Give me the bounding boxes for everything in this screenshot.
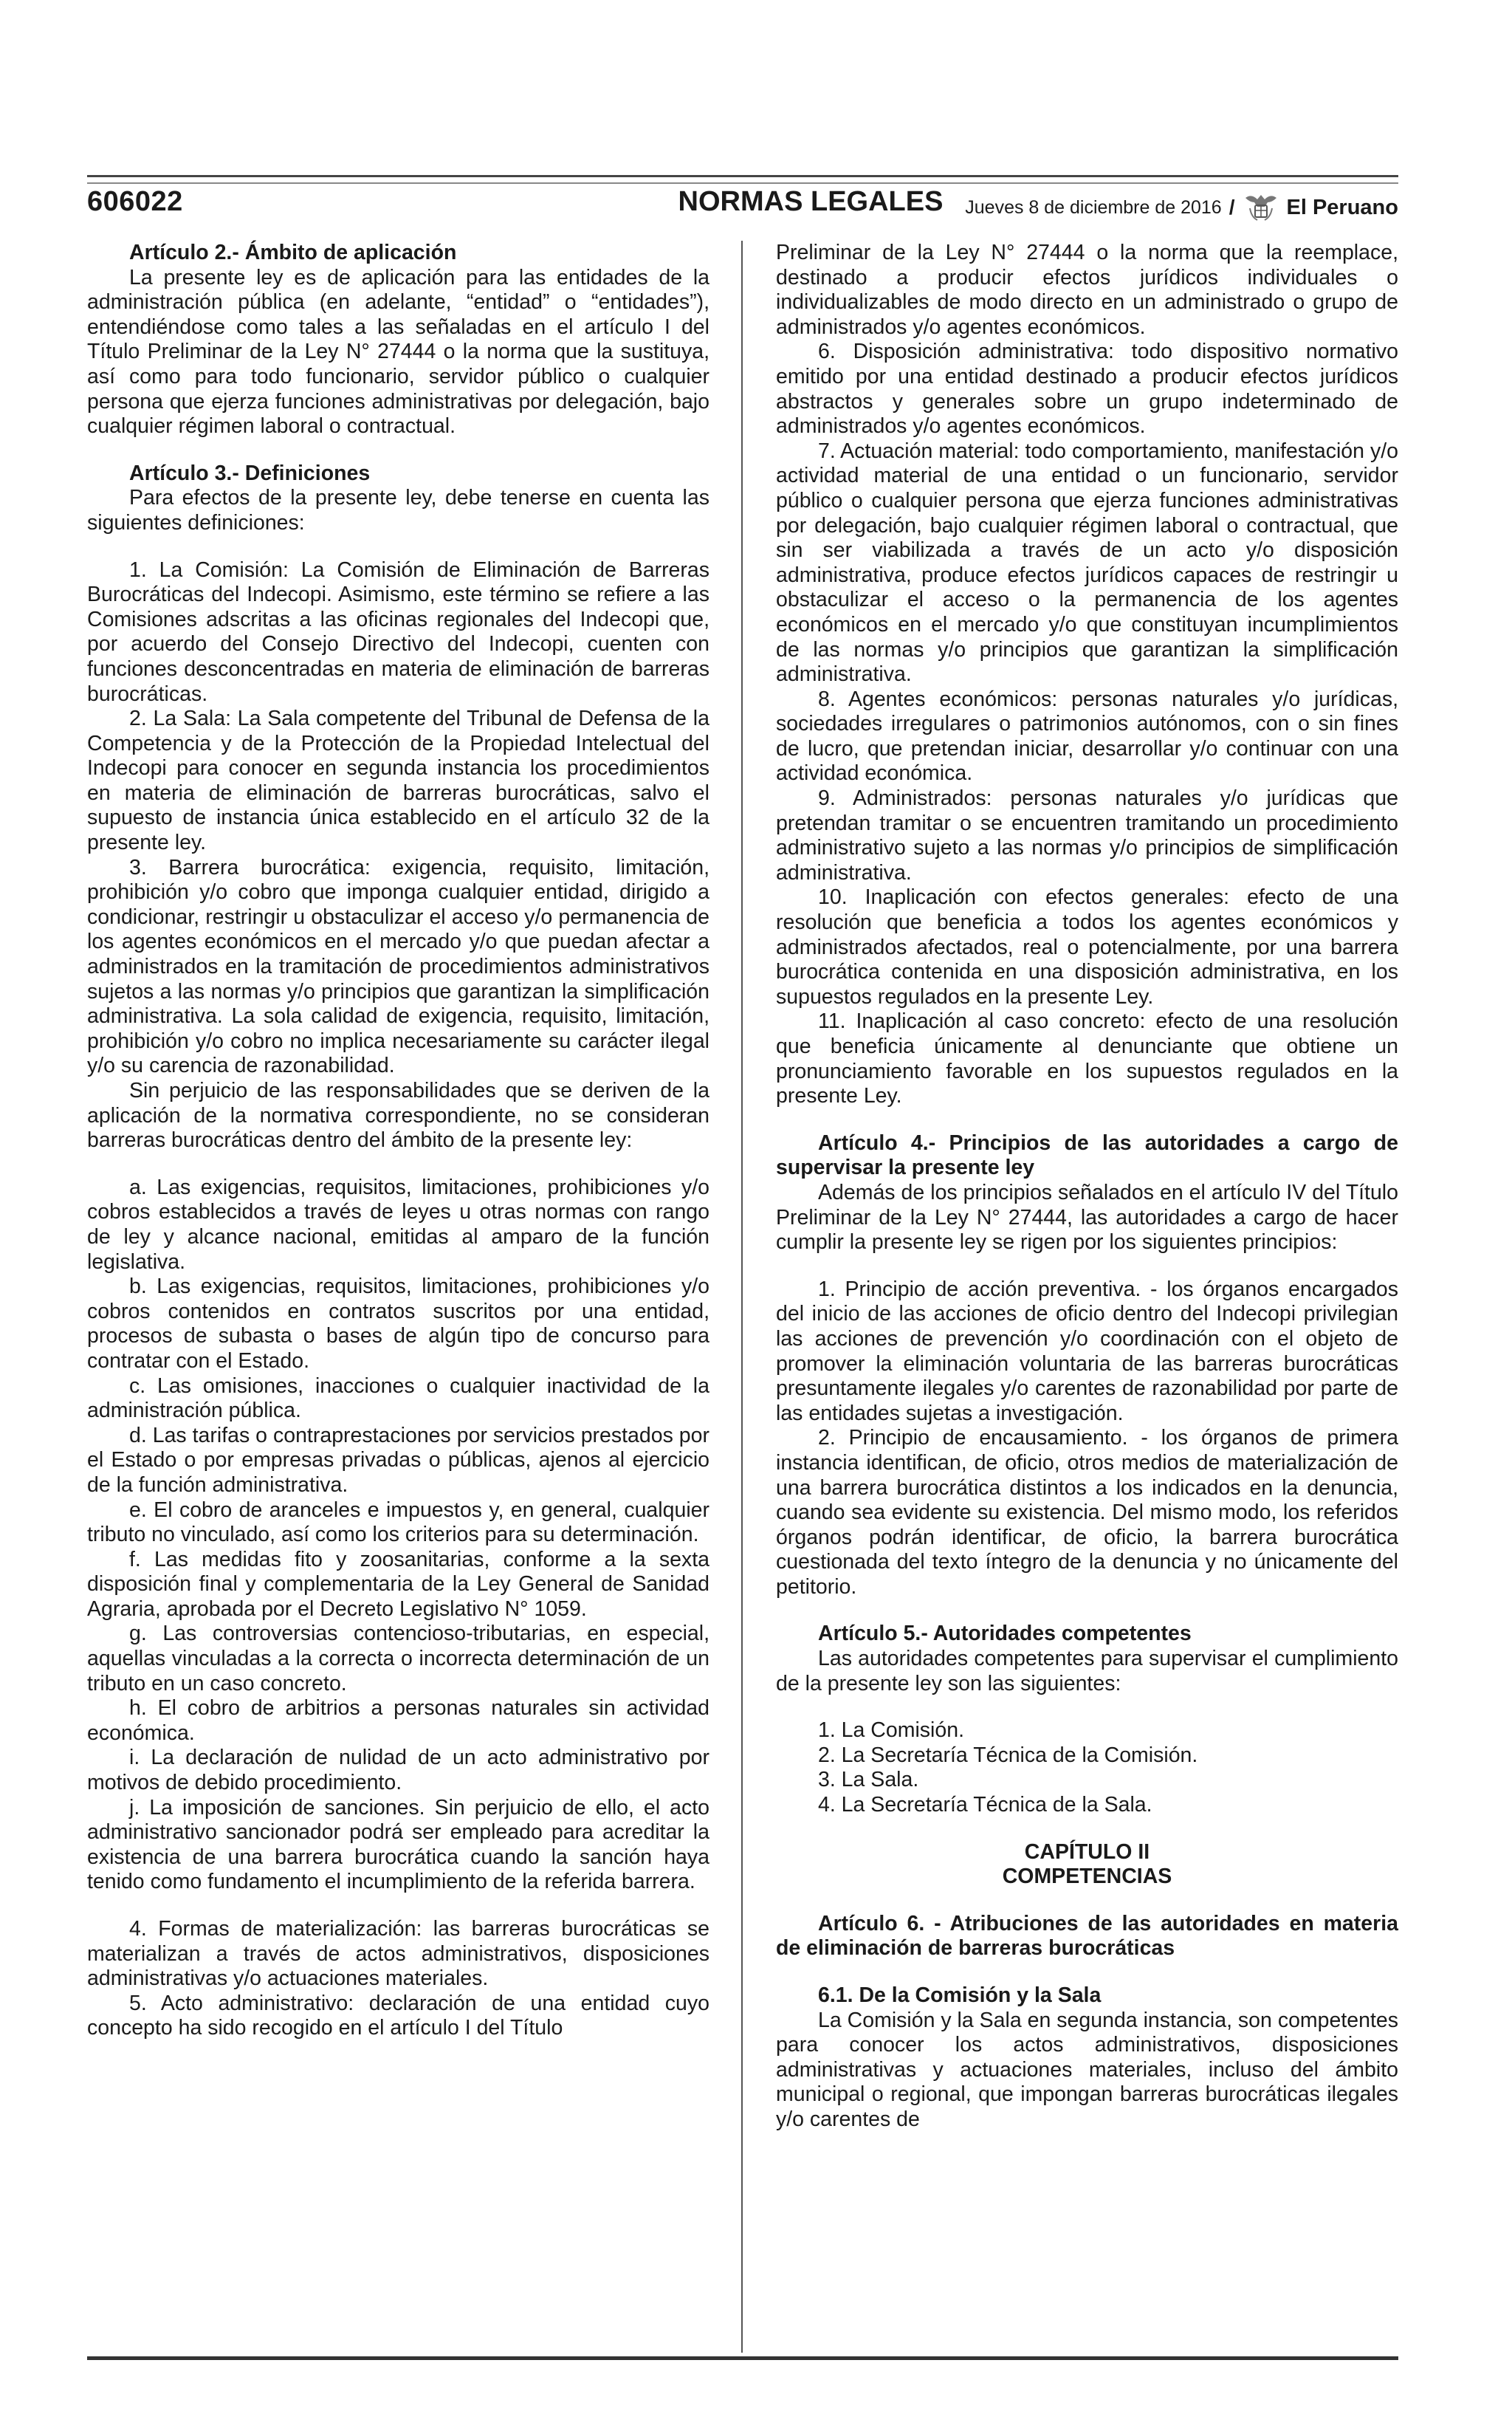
coat-of-arms-icon <box>1243 192 1279 223</box>
paragraph: 1. Principio de acción preventiva. - los órganos encargados del inicio de las acciones de oficio dentro del Indecopi privilegian las acciones de prevención y/o coordinación con el objeto de promover la eliminación voluntaria de las barreras burocráticas presuntamente ilegales y/o carentes de razonabilidad por parte de las entidades sujetas a investigación. <box>776 1277 1398 1425</box>
publication-date: Jueves 8 de diciembre de 2016 <box>965 196 1222 218</box>
paragraph: 10. Inaplicación con efectos generales: efecto de una resolución que beneficia a todos los agentes económicos y administrados afectados, real o potencialmente, por una barrera burocrática contenida en una disposición administrativa, en los supuestos regulados en la presente Ley. <box>776 885 1398 1009</box>
section-title: NORMAS LEGALES <box>678 186 944 217</box>
paragraph: j. La imposición de sanciones. Sin perjuicio de ello, el acto administrativo sancionador podrá ser empleado para acreditar la existencia de una barrera burocrática cuando la sanción haya tenido como fundamento el incumplimiento de la referida barrera. <box>87 1795 709 1894</box>
list-item: 4. La Secretaría Técnica de la Sala. <box>818 1793 1152 1817</box>
paragraph: e. El cobro de aranceles e impuestos y, en general, cualquier tributo no vinculado, así como los criterios para su determinación. <box>87 1498 709 1547</box>
article-heading: Artículo 4.- Principios de las autoridades a cargo de supervisar la presente ley <box>776 1131 1398 1180</box>
header-separator: / <box>1228 196 1235 219</box>
paragraph: La presente ley es de aplicación para las entidades de la administración pública (en adelante, “entidad” o “entidades”), entendiéndose como tales a las señaladas en el artículo I del Título Preliminar de la Ley N° 27444 o la norma que la sustituya, así como para todo funcionario, servidor público o cualquier persona que ejerza funciones administrativas por delegación, bajo cualquier régimen laboral o contractual. <box>87 265 709 439</box>
article-heading: Artículo 3.- Definiciones <box>129 461 371 485</box>
footer-rule <box>87 2356 1398 2360</box>
paragraph: c. Las omisiones, inacciones o cualquier inactividad de la administración pública. <box>87 1373 709 1423</box>
paragraph: 5. Acto administrativo: declaración de una entidad cuyo concepto ha sido recogido en el artículo I del Título <box>87 1991 709 2040</box>
paragraph: 8. Agentes económicos: personas naturales y/o jurídicas, sociedades irregulares o patrimonios autónomos, con o sin fines de lucro, que pretendan iniciar, desarrollar y/o continuar con una actividad económica. <box>776 687 1398 786</box>
paragraph: Preliminar de la Ley N° 27444 o la norma que la reemplace, destinado a producir efectos jurídicos individuales o individualizables de modo directo en un administrado o grupo de administrados y/o agentes económicos. <box>776 241 1398 339</box>
paragraph: Además de los principios señalados en el artículo IV del Título Preliminar de la Ley N° 27444, las autoridades a cargo de hacer cumplir la presente ley se rigen por los siguientes principios: <box>776 1180 1398 1255</box>
paragraph: i. La declaración de nulidad de un acto administrativo por motivos de debido procedimiento. <box>87 1746 709 1795</box>
list-item: 1. La Comisión. <box>818 1718 965 1743</box>
page-header <box>87 186 1398 227</box>
list-item: 3. La Sala. <box>818 1768 919 1792</box>
newspaper-name: El Peruano <box>1286 195 1398 219</box>
paragraph: g. Las controversias contencioso-tributarias, en especial, aquellas vinculadas a la correcta o incorrecta determinación de un tributo en un caso concreto. <box>87 1622 709 1695</box>
article-heading: Artículo 5.- Autoridades competentes <box>818 1622 1192 1646</box>
paragraph: d. Las tarifas o contraprestaciones por servicios prestados por el Estado o por empresas privadas o públicas, ajenos al ejercicio de la función administrativa. <box>87 1423 709 1497</box>
paragraph: 7. Actuación material: todo comportamiento, manifestación y/o actividad material de una entidad o un funcionario, servidor público o cualquier persona que ejerza funciones administrativas por delegación, bajo cualquier régimen laboral o contractual, que sin ser viabilizada a través de un acto y/o disposición administrativa, produce efectos jurídicos capaces de restringir u obstaculizar el acceso o la permanencia de los agentes económicos en el mercado y/o que constituyan incumplimientos de las normas y/o principios que garantizan la simplificación administrativa. <box>776 439 1398 687</box>
paragraph: 6. Disposición administrativa: todo dispositivo normativo emitido por una entidad destinado a producir efectos jurídicos abstractos y generales sobre un grupo indeterminado de administrados y/o agentes económicos. <box>776 340 1398 439</box>
paragraph: 4. Formas de materialización: las barreras burocráticas se materializan a través de actos administrativos, disposiciones administrativas y/o actuaciones materiales. <box>87 1917 709 1991</box>
header-rule-top <box>87 175 1398 177</box>
paragraph: La Comisión y la Sala en segunda instancia, son competentes para conocer los actos administrativos, disposiciones administrativas y actuaciones materiales, incluso del ámbito municipal o regional, que impongan barreras burocráticas ilegales y/o carentes de <box>776 2008 1398 2131</box>
paragraph: f. Las medidas fito y zoosanitarias, conforme a la sexta disposición final y complementaria de la Ley General de Sanidad Agraria, aprobada por el Decreto Legislativo N° 1059. <box>87 1547 709 1621</box>
article-heading: Artículo 6. - Atribuciones de las autoridades en materia de eliminación de barreras burocráticas <box>776 1911 1398 1961</box>
right-column <box>776 241 1398 2133</box>
paragraph: 2. La Sala: La Sala competente del Tribunal de Defensa de la Competencia y de la Protección de la Propiedad Intelectual del Indecopi para conocer en segunda instancia los procedimientos en materia de eliminación de barreras burocráticas, salvo el supuesto de instancia única establecido en el artículo 32 de la presente ley. <box>87 707 709 855</box>
column-divider <box>741 241 743 2353</box>
article-heading: Artículo 2.- Ámbito de aplicación <box>129 241 457 264</box>
paragraph: 1. La Comisión: La Comisión de Eliminación de Barreras Burocráticas del Indecopi. Asimismo, este término se refiere a las Comisiones adscritas a las oficinas regionales del Indecopi que, por acuerdo del Consejo Directivo del Indecopi, cuenten con funciones desconcentradas en materia de eliminación de barreras burocráticas. <box>87 558 709 706</box>
publication-info <box>965 192 1398 223</box>
paragraph: Para efectos de la presente ley, debe tenerse en cuenta las siguientes definiciones: <box>87 486 709 535</box>
list-item: 2. La Secretaría Técnica de la Comisión. <box>818 1743 1198 1767</box>
paragraph: Las autoridades competentes para supervisar el cumplimiento de la presente ley son las siguientes: <box>776 1647 1398 1695</box>
paragraph: b. Las exigencias, requisitos, limitaciones, prohibiciones y/o cobros contenidos en contratos suscritos por una entidad, procesos de subasta o bases de algún tipo de concurso para contratar con el Estado. <box>87 1275 709 1373</box>
paragraph: a. Las exigencias, requisitos, limitaciones, prohibiciones y/o cobros establecidos a través de leyes u otras normas con rango de ley y alcance nacional, emitidas al amparo de la función legislativa. <box>87 1175 709 1274</box>
page-number: 606022 <box>87 186 183 217</box>
chapter-heading: CAPÍTULO II <box>1024 1839 1150 1864</box>
article-heading: 6.1. De la Comisión y la Sala <box>818 1983 1102 2007</box>
paragraph: 11. Inaplicación al caso concreto: efecto de una resolución que beneficia únicamente al denunciante que obtiene un pronunciamiento favorable en los supuestos regulados en la presente Ley. <box>776 1009 1398 1108</box>
paragraph: Sin perjuicio de las responsabilidades que se deriven de la aplicación de la normativa correspondiente, no se consideran barreras burocráticas dentro del ámbito de la presente ley: <box>87 1079 709 1153</box>
chapter-heading: COMPETENCIAS <box>1002 1865 1172 1889</box>
paragraph: 9. Administrados: personas naturales y/o jurídicas que pretendan tramitar o se encuentren tramitando un procedimiento administrativo sujeto a las normas y/o principios de simplificación administrativa. <box>776 786 1398 885</box>
header-rule-under <box>87 182 1398 184</box>
left-column <box>87 241 709 2041</box>
paragraph: 2. Principio de encausamiento. - los órganos de primera instancia identifican, de oficio, otros medios de materialización de una barrera burocrática distintos a los indicados en la denuncia, cuando sea evidente su existencia. Del mismo modo, los referidos órganos podrán identificar, de oficio, la barrera burocrática cuestionada del texto íntegro de la denuncia y no únicamente del petitorio. <box>776 1426 1398 1599</box>
paragraph: 3. Barrera burocrática: exigencia, requisito, limitación, prohibición y/o cobro que imponga cualquier entidad, dirigido a condicionar, restringir u obstaculizar el acceso y/o permanencia de los agentes económicos en el mercado y/o que puedan afectar a administrados en la tramitación de procedimientos administrativos sujetos a las normas y/o principios que garantizan la simplificación administrativa. La sola calidad de exigencia, requisito, limitación, prohibición y/o cobro no implica necesariamente su carácter ilegal y/o su carencia de razonabilidad. <box>87 855 709 1078</box>
paragraph: h. El cobro de arbitrios a personas naturales sin actividad económica. <box>87 1696 709 1745</box>
